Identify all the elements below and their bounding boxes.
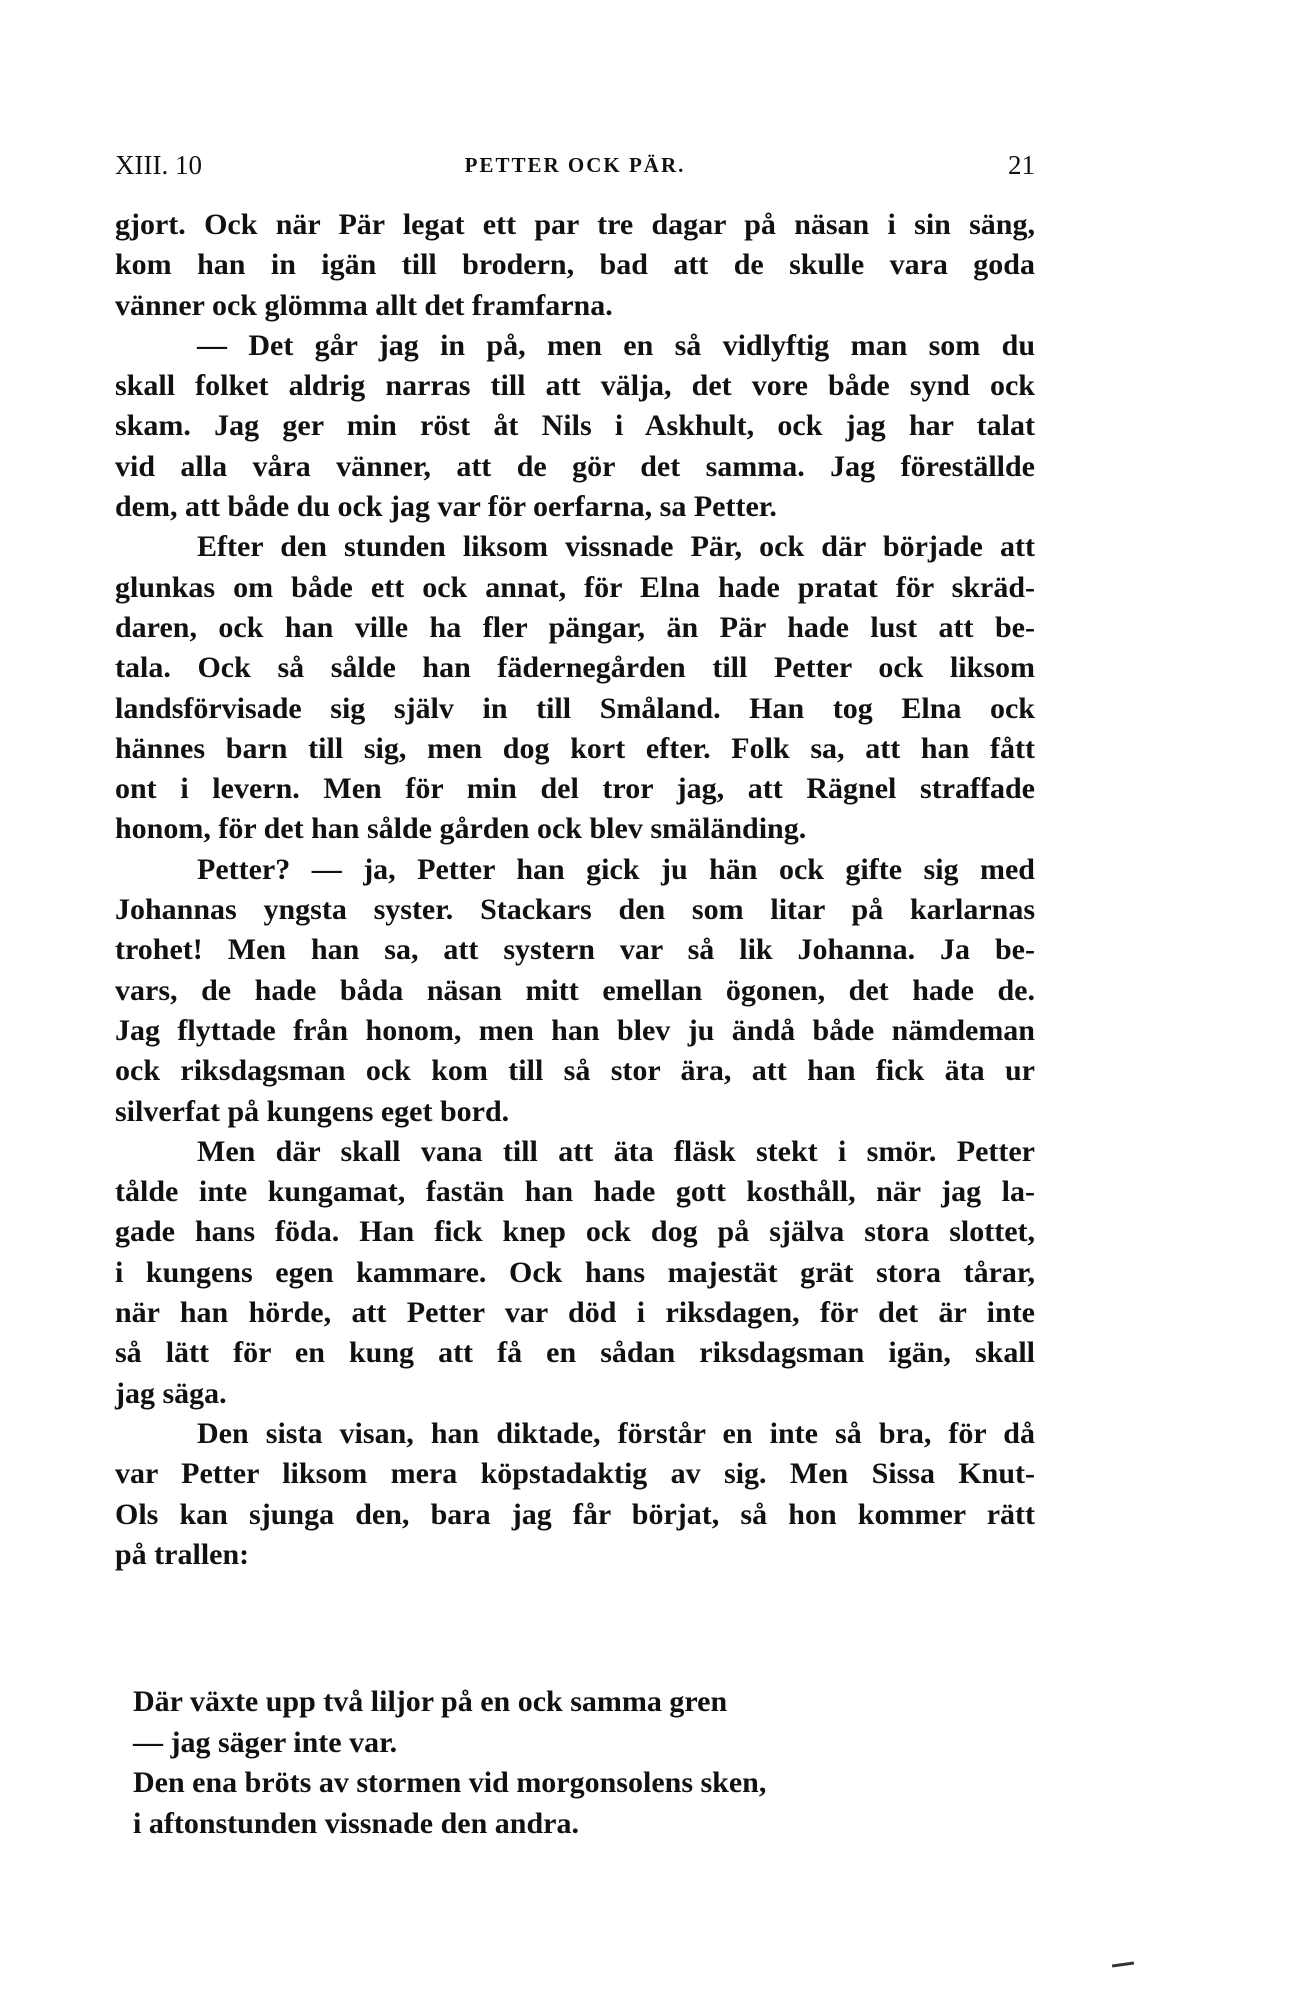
text-line: vänner ock glömma allt det framfarna. [115, 288, 613, 322]
text-line: hännes barn till sig, men dog kort efter. Folk sa, att han fått [115, 731, 1035, 765]
verse-line: i aftonstunden vissnade den andra. [133, 1806, 579, 1840]
text-line: Den sista visan, han diktade, förstår en inte så bra, för då [197, 1416, 1035, 1450]
text-line: silverfat på kungens eget bord. [115, 1094, 510, 1128]
text-line: ont i levern. Men för min del tror jag, att Rägnel straffade [115, 772, 1035, 806]
text-line: Ols kan sjunga den, bara jag får börjat, så hon kommer rätt [115, 1497, 1035, 1531]
text-line: när han hörde, att Petter var död i riksdagen, för det är inte [115, 1296, 1035, 1330]
body-text [115, 205, 1035, 1575]
chapter-number: XIII. 10 [115, 150, 202, 180]
text-line: vars, de hade båda näsan mitt emellan ögonen, det hade de. [115, 973, 1035, 1007]
text-line: Petter? — ja, Petter han gick ju hän ock gifte sig med [197, 852, 1035, 886]
paragraph [115, 1132, 1035, 1414]
text-line: kom han in igän till brodern, bad att de skulle vara goda [115, 248, 1035, 282]
text-line: daren, ock han ville ha fler pängar, än Pär hade lust att be- [115, 610, 1035, 644]
paragraph [115, 205, 1035, 326]
text-line: skam. Jag ger min röst åt Nils i Askhult, ock jag har talat [115, 409, 1035, 443]
text-line: landsförvisade sig själv in till Småland. Han tog Elna ock [115, 691, 1035, 725]
text-line: trohet! Men han sa, att systern var så lik Johanna. Ja be- [115, 933, 1035, 967]
text-line: gade hans föda. Han fick knep ock dog på själva stora slottet, [115, 1215, 1035, 1249]
paragraph [115, 1414, 1035, 1575]
text-line: vid alla våra vänner, att de gör det samma. Jag föreställde [115, 449, 1035, 483]
text-line: Efter den stunden liksom vissnade Pär, ock där började att [197, 530, 1035, 564]
text-line: honom, för det han sålde gården ock blev smäländing. [115, 812, 807, 846]
text-line: tålde inte kungamat, fastän han hade gott kosthåll, när jag la- [115, 1175, 1035, 1209]
text-line: Jag flyttade från honom, men han blev ju ändå både nämdeman [115, 1013, 1035, 1047]
verse-line: Där växte upp två liljor på en ock samma gren [133, 1685, 728, 1718]
text-line: så lätt för en kung att få en sådan riksdagsman igän, skall [115, 1336, 1035, 1370]
verse-line: Den ena bröts av stormen vid morgonsolens sken, [133, 1766, 767, 1799]
poem-verse [133, 1682, 1033, 1844]
text-line: Men där skall vana till att äta fläsk stekt i smör. Petter [197, 1134, 1035, 1168]
text-line: skall folket aldrig narras till att välja, det vore både synd ock [115, 369, 1035, 403]
text-line: — Det går jag in på, men en så vidlyftig man som du [197, 328, 1035, 362]
text-line: gjort. Ock när Pär legat ett par tre dagar på näsan i sin säng, [115, 208, 1035, 241]
page-number: 21 [1008, 150, 1035, 180]
verse-line: — jag säger inte var. [133, 1725, 398, 1759]
text-line: på trallen: [115, 1537, 250, 1571]
text-line: var Petter liksom mera köpstadaktig av sig. Men Sissa Knut- [115, 1457, 1035, 1491]
running-title: PETTER OCK PÄR. [464, 153, 686, 177]
text-line: i kungens egen kammare. Ock hans majestät grät stora tårar, [115, 1255, 1035, 1289]
text-line: tala. Ock så sålde han fädernegården till Petter ock liksom [115, 651, 1035, 685]
text-line: glunkas om både ett ock annat, för Elna hade pratat för skräd- [115, 570, 1035, 604]
page-mark [1112, 1961, 1134, 1967]
page-header [115, 150, 1035, 190]
paragraph [115, 850, 1035, 1132]
text-line: Johannas yngsta syster. Stackars den som litar på karlarnas [115, 893, 1035, 927]
text-line: dem, att både du ock jag var för oerfarna, sa Petter. [115, 490, 777, 524]
paragraph [115, 527, 1035, 849]
text-line: jag säga. [115, 1376, 227, 1410]
text-line: ock riksdagsman ock kom till så stor ära, att han fick äta ur [115, 1054, 1035, 1088]
paragraph [115, 326, 1035, 527]
